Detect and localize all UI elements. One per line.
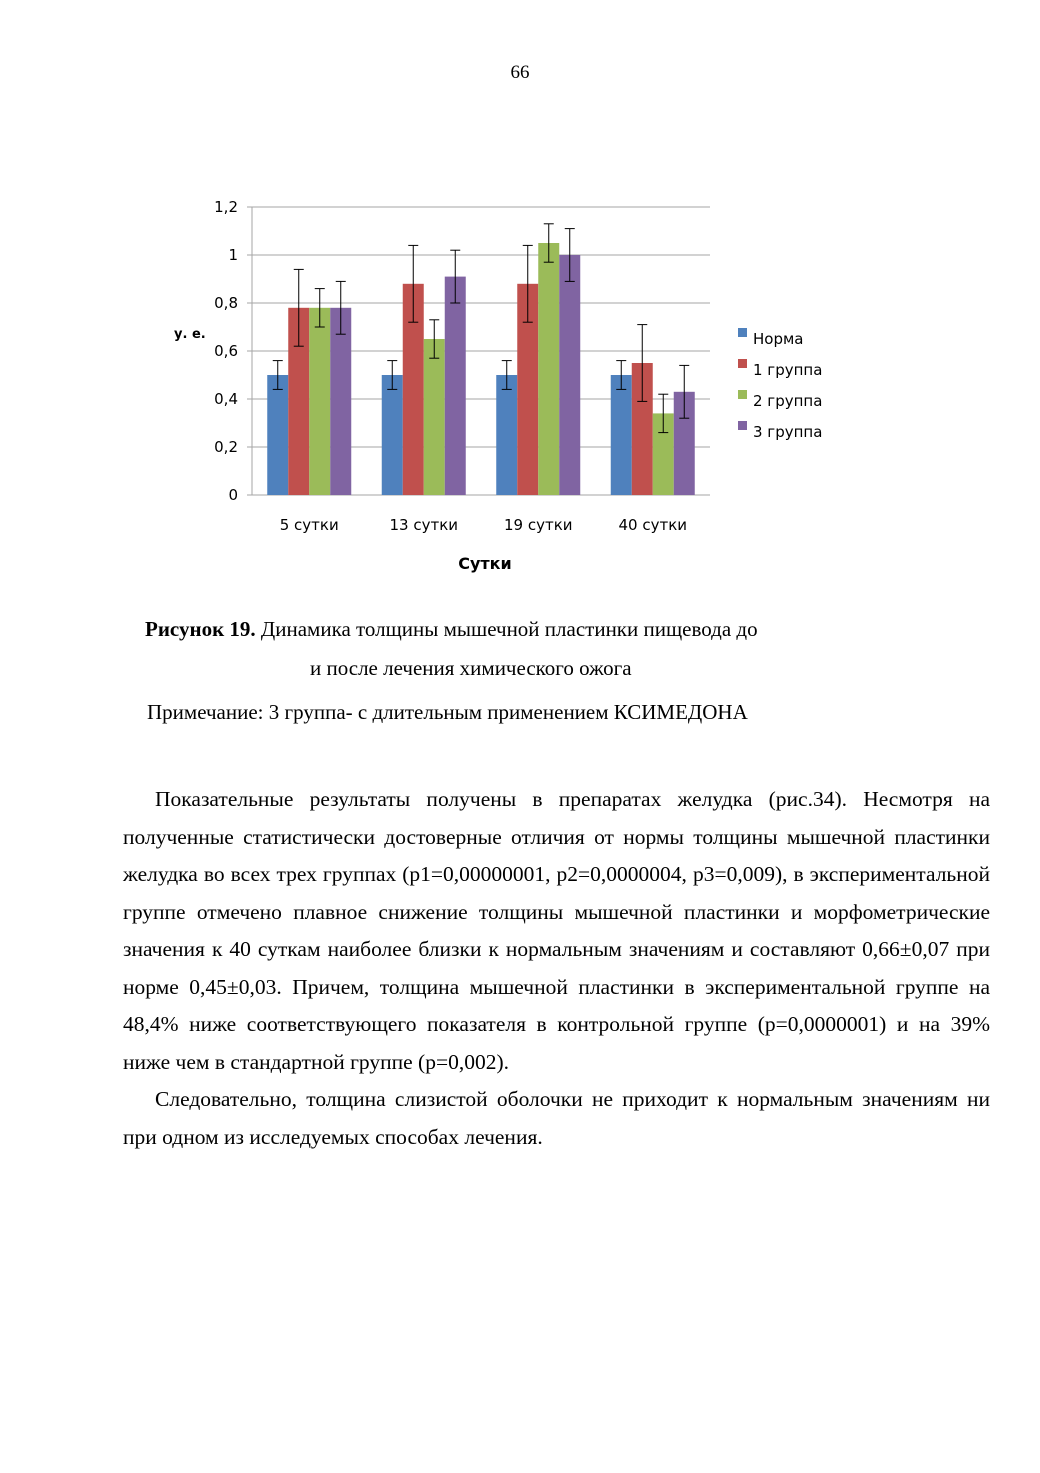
y-tick-label: 0,4 [214, 390, 238, 408]
x-tick-label: 13 сутки [389, 516, 459, 534]
y-tick-label: 0,6 [214, 342, 238, 360]
y-axis-label: у. е. [174, 327, 206, 342]
figure-label: Рисунок 19. [145, 617, 256, 641]
figure-title-line2: и после лечения химического ожога [310, 656, 632, 680]
bar-chart [0, 0, 1040, 600]
paragraph: Следовательно, толщина слизистой оболочки не приходит к нормальным значениям ни при одном из исследуемых способах лечения. [123, 1087, 990, 1149]
body-text [123, 781, 990, 1156]
figure-title-line1: Динамика толщины мышечной пластинки пищевода до [260, 617, 758, 641]
bar [382, 375, 403, 495]
legend-swatch [738, 390, 747, 399]
chart-bars [267, 243, 695, 495]
y-tick-label: 0 [228, 486, 238, 504]
x-axis-label: Сутки [458, 554, 512, 573]
legend-swatch [738, 359, 747, 368]
bar [538, 243, 559, 495]
legend-label: 2 группа [753, 392, 823, 410]
x-tick-label: 5 сутки [279, 516, 339, 534]
legend-swatch [738, 328, 747, 337]
bar [611, 375, 632, 495]
page-number: 66 [510, 62, 530, 83]
y-tick-label: 0,8 [214, 294, 238, 312]
legend-swatch [738, 421, 747, 430]
bar [559, 255, 580, 495]
paragraph: Показательные результаты получены в препаратах желудка (рис.34). Несмотря на полученные статистически достоверные отличия от нормы толщины мышечной пластинки желудка во всех трех группах (р1=0,00000001, р2=0,0000004, р3=0,009), в экспериментальной группе отмечено плавное снижение толщины мышечной пластинки и морфометрические значения к 40 суткам наиболее близки к нормальным значениям и составляют 0,66±0,07 при норме 0,45±0,03. Причем, толщина мышечной пластинки в экспериментальной группе на 48,4% ниже соответствующего показателя в контрольной группе (р=0,0000001) и на 39% ниже чем в стандартной группе (р=0,002). [123, 787, 990, 1074]
y-tick-label: 1 [228, 246, 238, 264]
y-tick-label: 0,2 [214, 438, 238, 456]
legend-label: Норма [753, 330, 804, 348]
x-tick-labels [280, 516, 687, 534]
bar [309, 308, 330, 495]
figure-note: Примечание: 3 группа- с длительным применением КСИМЕДОНА [147, 700, 748, 724]
x-tick-label: 40 сутки [618, 516, 688, 534]
figure-caption [145, 617, 758, 642]
y-tick-label: 1,2 [214, 198, 238, 216]
bar [267, 375, 288, 495]
bar [445, 277, 466, 495]
bar [330, 308, 351, 495]
legend-label: 3 группа [753, 423, 823, 441]
bar [424, 339, 445, 495]
x-tick-label: 19 сутки [503, 516, 573, 534]
bar [496, 375, 517, 495]
legend-label: 1 группа [753, 361, 823, 379]
chart-legend [738, 328, 822, 441]
y-tick-labels [214, 198, 238, 504]
